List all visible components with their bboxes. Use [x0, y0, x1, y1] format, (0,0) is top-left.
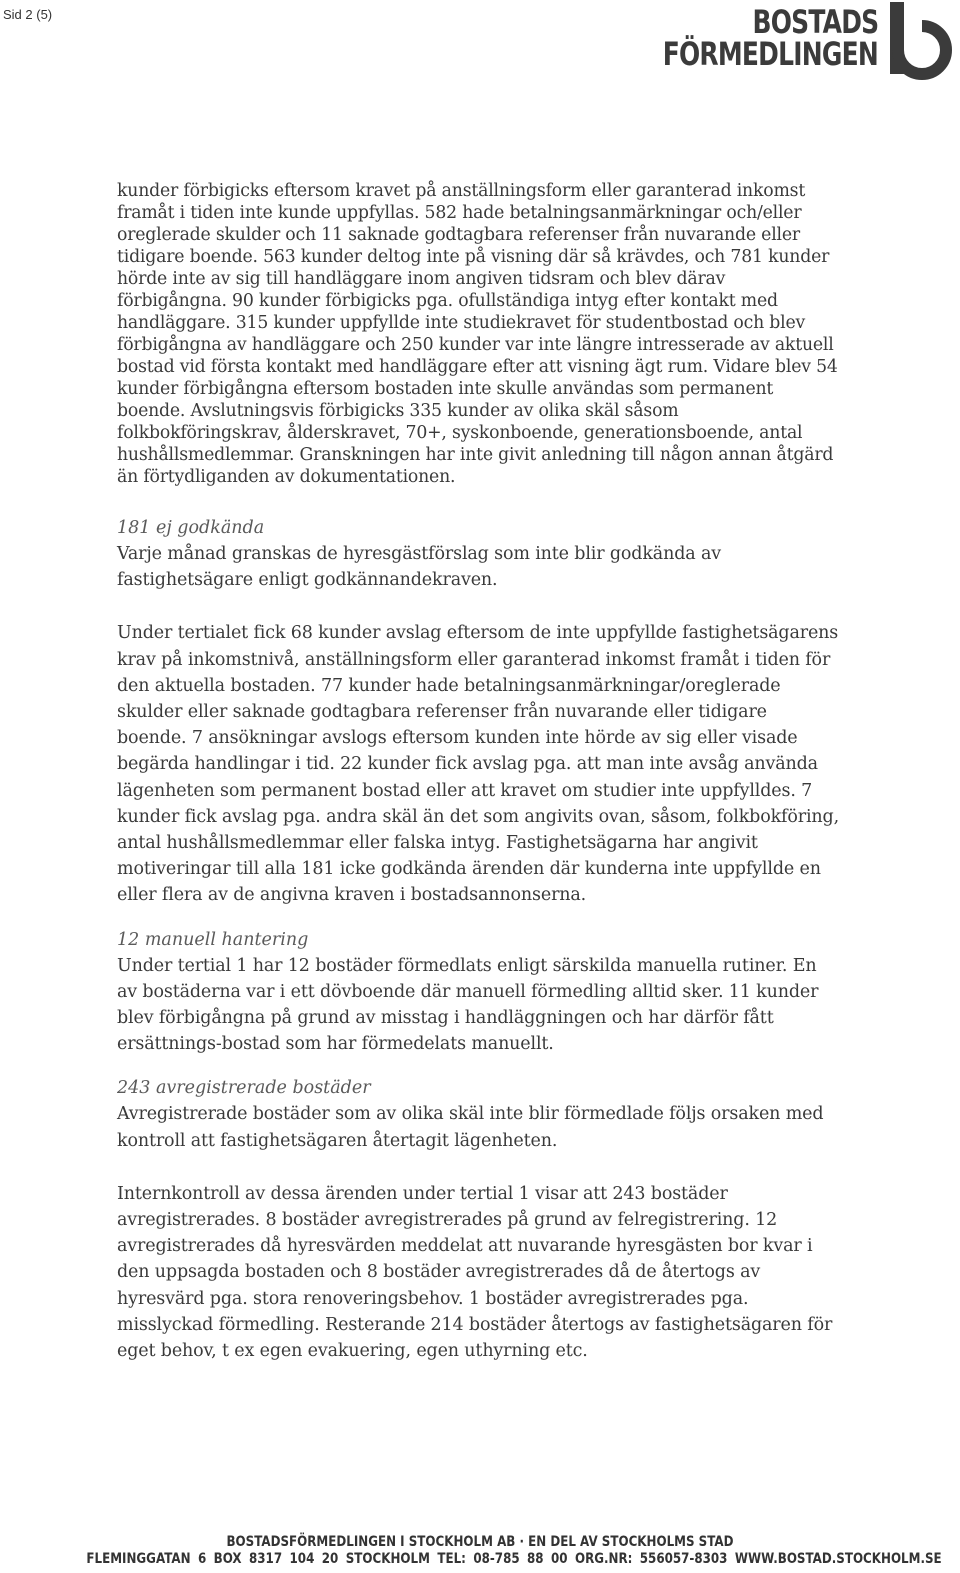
bostadsformedlingen-b-logo-icon — [882, 0, 958, 80]
section-paragraph: Varje månad granskas de hyresgästförslag som inte blir godkända av fastighetsägare enligt godkännandekraven. — [117, 544, 721, 591]
section-avregistrerade-bostader — [117, 1075, 839, 1364]
section-paragraph: Avregistrerade bostäder som av olika skäl inte blir förmedlade följs orsaken med kontroll att fastighetsägaren återtagit lägenheten. — [117, 1104, 824, 1151]
section-heading: 243 avregistrerade bostäder — [117, 1078, 371, 1099]
logo-text-line1: BOSTADS — [752, 3, 878, 41]
section-paragraph: Under tertial 1 har 12 bostäder förmedlats enligt särskilda manuella rutiner. En av bostäderna var i ett dövboende där manuell förmedling alltid sker. 11 kunder blev förbigångna på grund av misstag i handläggningen och har därför fått ersättnings-bostad som har förmedelats manuellt. — [117, 955, 819, 1055]
footer-company-line: BOSTADSFÖRMEDLINGEN I STOCKHOLM AB · EN DEL AV STOCKHOLMS STAD — [226, 1534, 734, 1550]
logo-text-line2: FÖRMEDLINGEN — [662, 35, 878, 73]
section-manuell-hantering — [117, 927, 839, 1058]
page-number-label: Sid 2 (5) — [3, 7, 53, 22]
document-body — [117, 180, 839, 1364]
section-paragraph: Under tertialet fick 68 kunder avslag eftersom de inte uppfyllde fastighetsägarens krav på inkomstnivå, anställningsform eller garanterad inkomst framåt i tiden för den aktuella bostaden. 77 kunder hade betalningsanmärkningar/oreglerade skulder eller saknade godtagbara referenser från nuvarande eller tidigare boende. 7 ansökningar avslogs eftersom kunden inte hörde av sig eller visade begärda handlingar i tid. 22 kunder fick avslag pga. att man inte avsåg använda lägenheten som permanent bostad eller att kravet om studier inte uppfylldes. 7 kunder fick avslag pga. andra skäl än det som angivits ovan, såsom, folkbokföring, antal hushållsmedlemmar eller falska intyg. Fastighetsägarna har angivit motiveringar till alla 181 icke godkända ärenden där kunderna inte uppfyllde en eller flera av de angivna kraven i bostadsannonserna. — [117, 623, 840, 906]
footer-contact-line: FLEMINGGATAN 6 BOX 8317 104 20 STOCKHOLM TEL: 08-785 88 00 ORG.NR: 556057-8303 WWW.BOSTAD.STOCKHOLM.SE — [86, 1551, 942, 1567]
section-heading: 181 ej godkända — [117, 518, 265, 538]
section-heading: 12 manuell hantering — [117, 929, 309, 950]
section-ej-godkanda — [117, 515, 839, 909]
intro-paragraph: kunder förbigicks eftersom kravet på anställningsform eller garanterad inkomst framåt i tiden inte kunde uppfyllas. 582 hade betalningsanmärkningar och/eller oreglerade skulder och 11 saknade godtagbara referenser från nuvarande eller tidigare boende. 563 kunder deltog inte på visning där så krävdes, och 781 kunder hörde inte av sig till handläggare inom angiven tidsram och blev därav förbigångna. 90 kunder förbigicks pga. ofullständiga intyg efter kontakt med handläggare. 315 kunder uppfyllde inte studiekravet för studentbostad och blev förbigångna av handläggare och 250 kunder var inte längre intresserade av aktuell bostad vid första kontakt med handläggare efter att visning ägt rum. Vidare blev 54 kunder förbigångna eftersom bostaden inte skulle användas som permanent boende. Avslutningsvis förbigicks 335 kunder av olika skäl såsom folkbokföringskrav, ålderskravet, 70+, syskonboende, generationsboende, antal hushållsmedlemmar. Granskningen har inte givit anledning till någon annan åtgärd än förtydliganden av dokumentationen. — [117, 181, 838, 487]
company-logo — [662, 0, 960, 80]
section-paragraph: Internkontroll av dessa ärenden under tertial 1 visar att 243 bostäder avregistrerades. 8 bostäder avregistrerades på grund av felregistrering. 12 avregistrerades då hyresvärden meddelat att nuvarande hyresgästen bor kvar i den uppsagda bostaden och 8 bostäder avregistrerades då de återtogs av hyresvärd pga. stora renoveringsbehov. 1 bostäder avregistrerades pga. misslyckad förmedling. Resterande 214 bostäder återtogs av fastighetsägaren för eget behov, t ex egen evakuering, egen uthyrning etc. — [117, 1183, 833, 1362]
